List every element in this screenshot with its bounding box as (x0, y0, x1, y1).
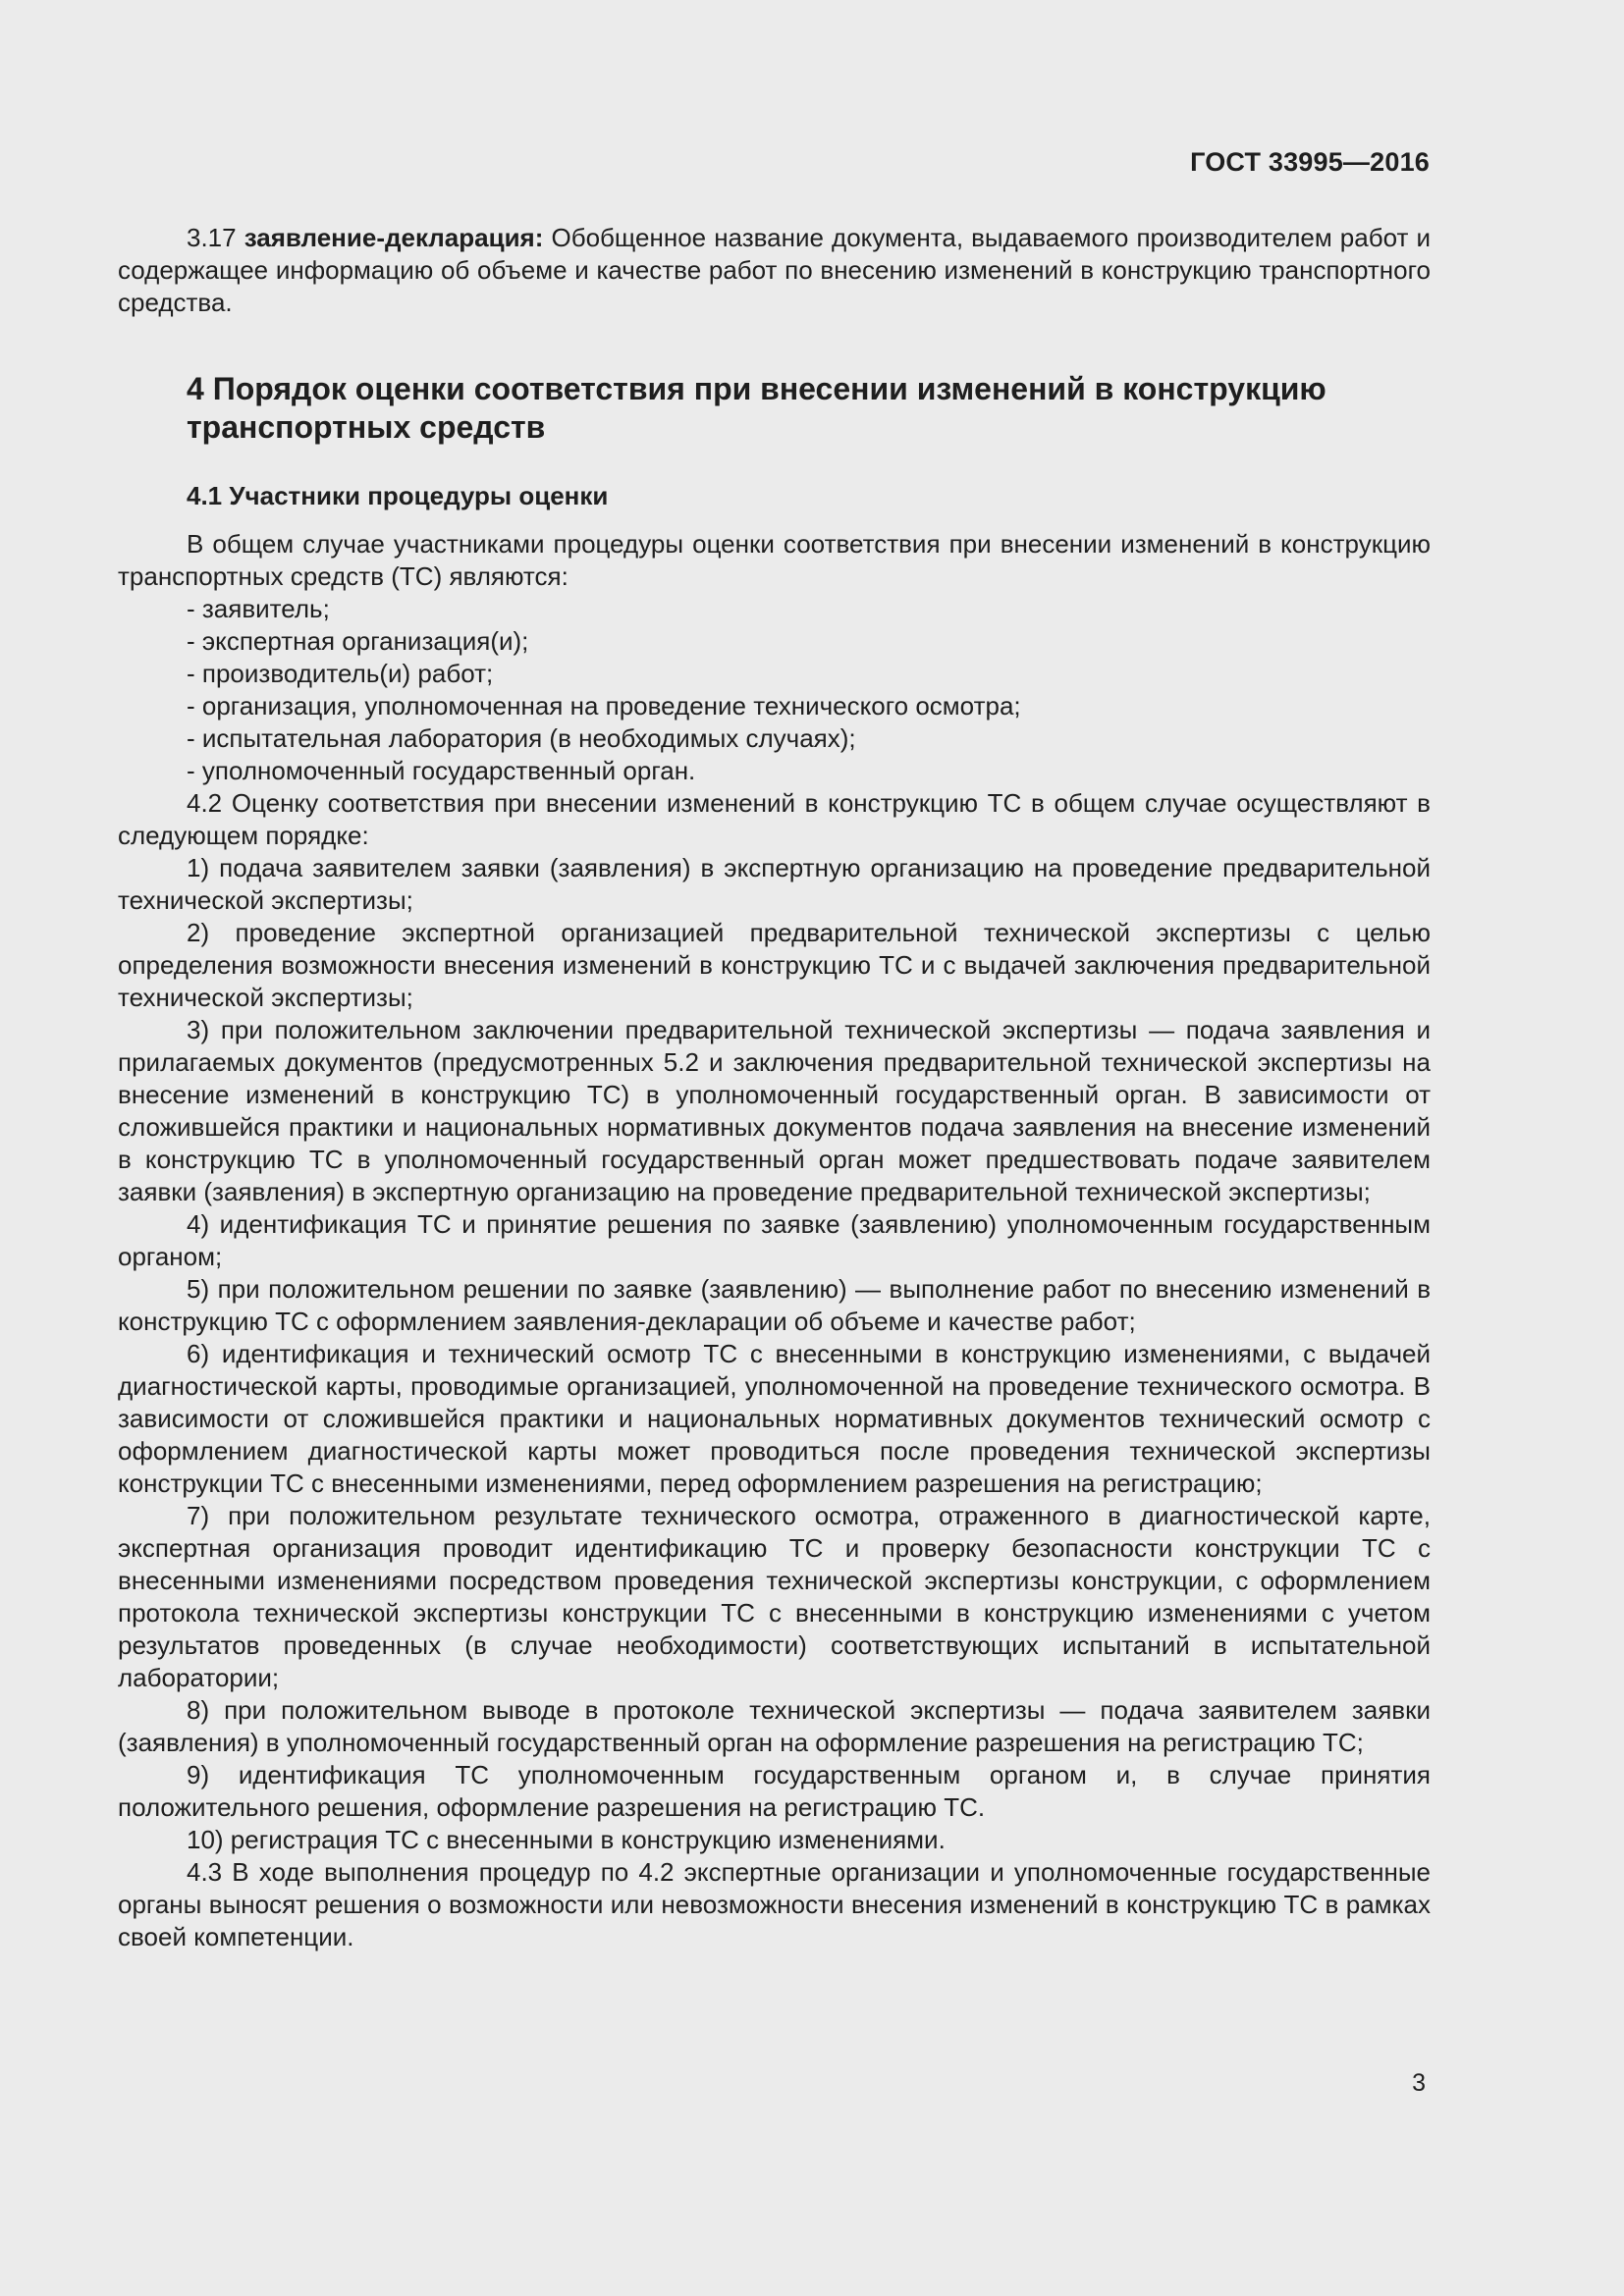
participant-list-item: - экспертная организация(и); (187, 626, 529, 656)
clause-term: заявление-декларация: (244, 223, 544, 252)
participant-list-item: - заявитель; (187, 594, 330, 623)
participant-list-item: - производитель(и) работ; (187, 659, 494, 688)
document-code: ГОСТ 33995—2016 (1190, 147, 1430, 177)
section-4-2-intro: 4.2 Оценку соответствия при внесении изменений в конструкцию ТС в общем случае осуществляют в следующем порядке: (118, 788, 1431, 850)
participant-list-item: - уполномоченный государственный орган. (187, 756, 696, 785)
procedure-step: 6) идентификация и технический осмотр ТС с внесенными в конструкцию изменениями, с выдачей диагностической карты, проводимые организацией, уполномоченной на проведение технического осмотра. В зависимости от сложившейся практики и национальных нормативных документов технический осмотр с оформлением диагностической карты может проводиться после проведения технической экспертизы конструкции ТС с внесенными изменениями, перед оформлением разрешения на регистрацию; (118, 1339, 1431, 1498)
procedure-step: 8) при положительном выводе в протоколе технической экспертизы — подача заявителем заявки (заявления) в уполномоченный государственный орган на оформление разрешения на регистрацию ТС; (118, 1695, 1431, 1757)
procedure-step: 9) идентификация ТС уполномоченным государственным органом и, в случае принятия положительного решения, оформление разрешения на регистрацию ТС. (118, 1760, 1431, 1822)
section-4-1-title: 4.1 Участники процедуры оценки (187, 481, 609, 510)
procedure-step: 4) идентификация ТС и принятие решения по заявке (заявлению) уполномоченным государственным органом; (118, 1209, 1431, 1271)
clause-3-17 (118, 222, 1431, 319)
page-content (118, 222, 1431, 1953)
section-4-title: 4 Порядок оценки соответствия при внесении изменений в конструкцию транспортных средств (187, 371, 1326, 445)
page-number: 3 (1412, 2069, 1426, 2097)
procedure-step: 3) при положительном заключении предварительной технической экспертизы — подача заявления и прилагаемых документов (предусмотренных 5.2 и заключения предварительной технической экспертизы на внесение изменений в конструкцию ТС) в уполномоченный государственный орган. В зависимости от сложившейся практики и национальных нормативных документов подача заявления на внесение изменений в конструкцию ТС в уполномоченный государственный орган может предшествовать подаче заявителем заявки (заявления) в экспертную организацию на проведение предварительной технической экспертизы; (118, 1015, 1431, 1206)
clause-text: Обобщенное название документа, выдаваемого производителем работ и содержащее информацию об объеме и качестве работ по внесению изменений в конструкцию транспортного средства. (118, 223, 1431, 317)
section-4-1-intro: В общем случае участниками процедуры оценки соответствия при внесении изменений в конструкцию транспортных средств (ТС) являются: (118, 529, 1431, 591)
clause-number: 3.17 (187, 223, 237, 252)
section-4-3-text: 4.3 В ходе выполнения процедур по 4.2 экспертные организации и уполномоченные государственные органы выносят решения о возможности или невозможности внесения изменений в конструкцию ТС в рамках своей компетенции. (118, 1857, 1431, 1951)
procedure-step: 2) проведение экспертной организацией предварительной технической экспертизы с целью определения возможности внесения изменений в конструкцию ТС и с выдачей заключения предварительной технической экспертизы; (118, 918, 1431, 1012)
procedure-step: 10) регистрация ТС с внесенными в конструкцию изменениями. (187, 1825, 946, 1854)
procedure-step: 5) при положительном решении по заявке (заявлению) — выполнение работ по внесению изменений в конструкцию ТС с оформлением заявления-декларации об объеме и качестве работ; (118, 1274, 1431, 1336)
participant-list-item: - испытательная лаборатория (в необходимых случаях); (187, 723, 856, 753)
procedure-step: 1) подача заявителем заявки (заявления) в экспертную организацию на проведение предварительной технической экспертизы; (118, 853, 1431, 915)
procedure-step: 7) при положительном результате технического осмотра, отраженного в диагностической карте, экспертная организация проводит идентификацию ТС и проверку безопасности конструкции ТС с внесенными изменениями посредством проведения технической экспертизы конструкции, с оформлением протокола технической экспертизы конструкции ТС с внесенными в конструкцию изменениями с учетом результатов проведенных (в случае необходимости) соответствующих испытаний в испытательной лаборатории; (118, 1501, 1431, 1692)
participant-list-item: - организация, уполномоченная на проведение технического осмотра; (187, 691, 1021, 721)
